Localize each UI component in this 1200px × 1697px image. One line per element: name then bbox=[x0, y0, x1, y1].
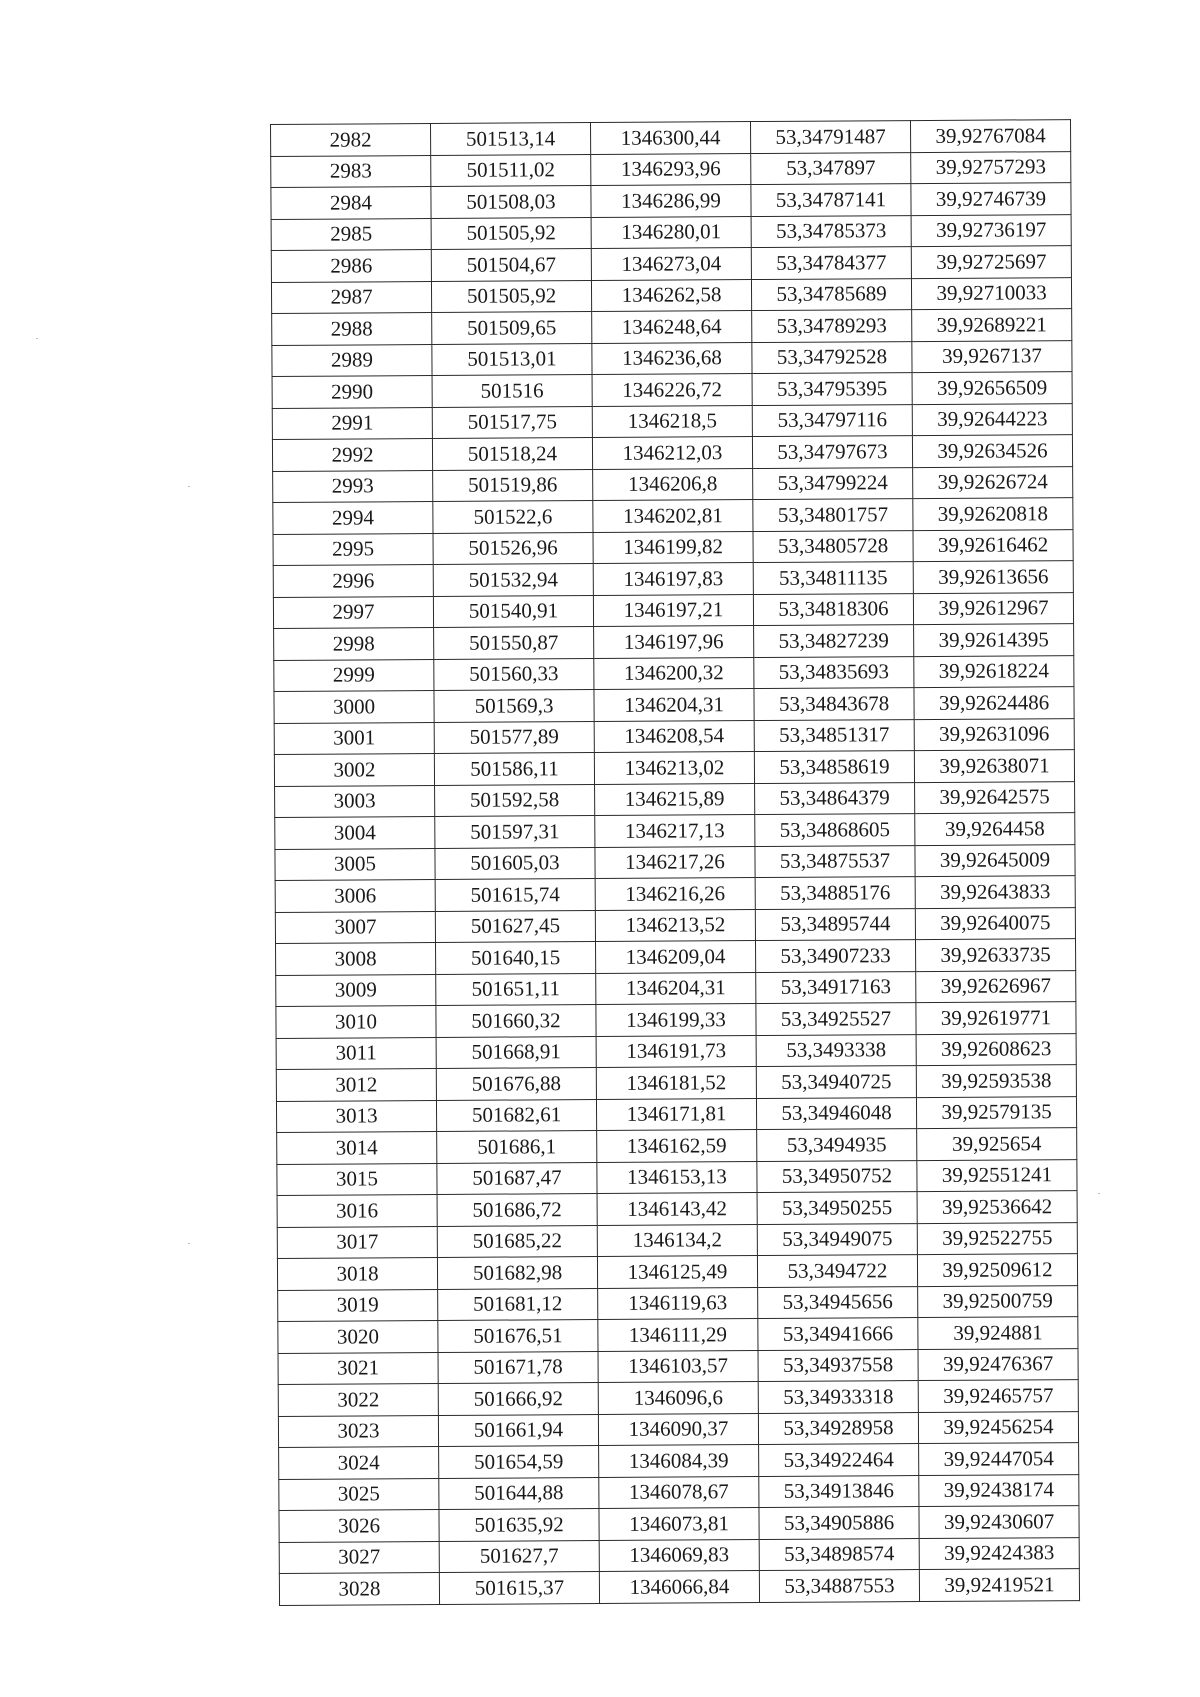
x-coordinate-cell: 501577,89 bbox=[434, 721, 594, 753]
y-coordinate-cell: 1346202,81 bbox=[593, 500, 753, 532]
point-number-cell: 3017 bbox=[277, 1226, 437, 1258]
x-coordinate-cell: 501569,3 bbox=[434, 690, 594, 722]
x-coordinate-cell: 501513,01 bbox=[432, 343, 592, 375]
latitude-cell: 53,34949075 bbox=[757, 1223, 917, 1255]
x-coordinate-cell: 501687,47 bbox=[437, 1162, 597, 1194]
point-number-cell: 3026 bbox=[279, 1509, 439, 1541]
table-row bbox=[271, 214, 1071, 250]
table-row bbox=[271, 151, 1071, 187]
table-row bbox=[273, 466, 1073, 502]
longitude-cell: 39,92631096 bbox=[914, 718, 1074, 750]
latitude-cell: 53,34941666 bbox=[758, 1318, 918, 1350]
x-coordinate-cell: 501605,03 bbox=[435, 847, 595, 879]
latitude-cell: 53,34950752 bbox=[757, 1160, 917, 1192]
longitude-cell: 39,92616462 bbox=[913, 529, 1073, 561]
x-coordinate-cell: 501661,94 bbox=[438, 1414, 598, 1446]
table-row bbox=[275, 781, 1075, 817]
y-coordinate-cell: 1346181,52 bbox=[596, 1067, 756, 1099]
point-number-cell: 2996 bbox=[273, 565, 433, 597]
table-row bbox=[275, 907, 1075, 943]
x-coordinate-cell: 501666,92 bbox=[438, 1383, 598, 1415]
scan-speck bbox=[36, 338, 38, 339]
latitude-cell: 53,34922464 bbox=[759, 1444, 919, 1476]
latitude-cell: 53,34946048 bbox=[756, 1097, 916, 1129]
y-coordinate-cell: 1346111,29 bbox=[598, 1319, 758, 1351]
latitude-cell: 53,34784377 bbox=[751, 247, 911, 279]
table-row bbox=[278, 1411, 1078, 1447]
point-number-cell: 2998 bbox=[274, 628, 434, 660]
latitude-cell: 53,34858619 bbox=[754, 751, 914, 783]
y-coordinate-cell: 1346213,02 bbox=[594, 752, 754, 784]
point-number-cell: 3023 bbox=[278, 1415, 438, 1447]
longitude-cell: 39,92626724 bbox=[913, 466, 1073, 498]
point-number-cell: 2984 bbox=[271, 187, 431, 219]
y-coordinate-cell: 1346226,72 bbox=[592, 374, 752, 406]
latitude-cell: 53,34789293 bbox=[752, 310, 912, 342]
point-number-cell: 2991 bbox=[272, 407, 432, 439]
x-coordinate-cell: 501508,03 bbox=[431, 186, 591, 218]
x-coordinate-cell: 501586,11 bbox=[434, 753, 594, 785]
table-row bbox=[271, 277, 1071, 313]
longitude-cell: 39,92465757 bbox=[918, 1380, 1078, 1412]
point-number-cell: 3022 bbox=[278, 1383, 438, 1415]
longitude-cell: 39,92614395 bbox=[914, 624, 1074, 656]
table-row bbox=[271, 120, 1071, 156]
longitude-cell: 39,92536642 bbox=[917, 1191, 1077, 1223]
longitude-cell: 39,92643833 bbox=[915, 876, 1075, 908]
x-coordinate-cell: 501509,65 bbox=[432, 312, 592, 344]
point-number-cell: 3006 bbox=[275, 880, 435, 912]
table-row bbox=[273, 561, 1073, 597]
y-coordinate-cell: 1346218,5 bbox=[592, 405, 752, 437]
longitude-cell: 39,92642575 bbox=[915, 781, 1075, 813]
longitude-cell: 39,92710033 bbox=[911, 277, 1071, 309]
table-row bbox=[277, 1128, 1077, 1164]
table-row bbox=[276, 1033, 1076, 1069]
table-row bbox=[276, 939, 1076, 975]
y-coordinate-cell: 1346206,8 bbox=[593, 468, 753, 500]
point-number-cell: 2999 bbox=[274, 659, 434, 691]
point-number-cell: 3019 bbox=[278, 1289, 438, 1321]
latitude-cell: 53,34875537 bbox=[755, 845, 915, 877]
x-coordinate-cell: 501504,67 bbox=[431, 249, 591, 281]
latitude-cell: 53,34945656 bbox=[758, 1286, 918, 1318]
point-number-cell: 3016 bbox=[277, 1194, 437, 1226]
longitude-cell: 39,92736197 bbox=[911, 214, 1071, 246]
x-coordinate-cell: 501686,72 bbox=[437, 1194, 597, 1226]
x-coordinate-cell: 501671,78 bbox=[438, 1351, 598, 1383]
latitude-cell: 53,34818306 bbox=[753, 593, 913, 625]
point-number-cell: 2983 bbox=[271, 155, 431, 187]
latitude-cell: 53,34887553 bbox=[759, 1570, 919, 1602]
table-row bbox=[279, 1569, 1079, 1605]
x-coordinate-cell: 501516 bbox=[432, 375, 592, 407]
table-row bbox=[274, 718, 1074, 754]
y-coordinate-cell: 1346293,96 bbox=[591, 153, 751, 185]
x-coordinate-cell: 501627,45 bbox=[435, 910, 595, 942]
x-coordinate-cell: 501519,86 bbox=[433, 469, 593, 501]
y-coordinate-cell: 1346066,84 bbox=[599, 1571, 759, 1603]
longitude-cell: 39,92613656 bbox=[913, 561, 1073, 593]
longitude-cell: 39,925654 bbox=[917, 1128, 1077, 1160]
y-coordinate-cell: 1346197,21 bbox=[593, 594, 753, 626]
table-row bbox=[272, 372, 1072, 408]
table-row bbox=[272, 403, 1072, 439]
latitude-cell: 53,34792528 bbox=[752, 341, 912, 373]
y-coordinate-cell: 1346204,31 bbox=[596, 972, 756, 1004]
y-coordinate-cell: 1346084,39 bbox=[599, 1445, 759, 1477]
table-row bbox=[272, 340, 1072, 376]
y-coordinate-cell: 1346300,44 bbox=[590, 122, 750, 154]
latitude-cell: 53,34827239 bbox=[754, 625, 914, 657]
longitude-cell: 39,92638071 bbox=[914, 750, 1074, 782]
latitude-cell: 53,3494722 bbox=[757, 1255, 917, 1287]
latitude-cell: 53,34835693 bbox=[754, 656, 914, 688]
latitude-cell: 53,34801757 bbox=[753, 499, 913, 531]
latitude-cell: 53,3494935 bbox=[757, 1129, 917, 1161]
y-coordinate-cell: 1346217,26 bbox=[595, 846, 755, 878]
longitude-cell: 39,92551241 bbox=[917, 1159, 1077, 1191]
x-coordinate-cell: 501511,02 bbox=[431, 154, 591, 186]
point-number-cell: 3002 bbox=[274, 754, 434, 786]
table-row bbox=[274, 687, 1074, 723]
scan-speck bbox=[188, 1243, 190, 1244]
scan-speck bbox=[1098, 1193, 1100, 1194]
longitude-cell: 39,9264458 bbox=[915, 813, 1075, 845]
latitude-cell: 53,34913846 bbox=[759, 1475, 919, 1507]
x-coordinate-cell: 501522,6 bbox=[433, 501, 593, 533]
point-number-cell: 3013 bbox=[276, 1100, 436, 1132]
y-coordinate-cell: 1346197,83 bbox=[593, 563, 753, 595]
x-coordinate-cell: 501526,96 bbox=[433, 532, 593, 564]
latitude-cell: 53,34797116 bbox=[752, 404, 912, 436]
table-row bbox=[274, 750, 1074, 786]
x-coordinate-cell: 501651,11 bbox=[436, 973, 596, 1005]
latitude-cell: 53,34895744 bbox=[755, 908, 915, 940]
x-coordinate-cell: 501676,51 bbox=[438, 1320, 598, 1352]
latitude-cell: 53,34791487 bbox=[750, 121, 910, 153]
y-coordinate-cell: 1346262,58 bbox=[591, 279, 751, 311]
latitude-cell: 53,34851317 bbox=[754, 719, 914, 751]
x-coordinate-cell: 501540,91 bbox=[433, 595, 593, 627]
x-coordinate-cell: 501518,24 bbox=[432, 438, 592, 470]
y-coordinate-cell: 1346286,99 bbox=[591, 185, 751, 217]
point-number-cell: 3005 bbox=[275, 848, 435, 880]
table-row bbox=[276, 970, 1076, 1006]
y-coordinate-cell: 1346073,81 bbox=[599, 1508, 759, 1540]
longitude-cell: 39,92618224 bbox=[914, 655, 1074, 687]
table-row bbox=[275, 844, 1075, 880]
point-number-cell: 3012 bbox=[276, 1069, 436, 1101]
longitude-cell: 39,92522755 bbox=[917, 1222, 1077, 1254]
point-number-cell: 2986 bbox=[271, 250, 431, 282]
point-number-cell: 3015 bbox=[277, 1163, 437, 1195]
point-number-cell: 2994 bbox=[273, 502, 433, 534]
latitude-cell: 53,34928958 bbox=[758, 1412, 918, 1444]
y-coordinate-cell: 1346208,54 bbox=[594, 720, 754, 752]
latitude-cell: 53,34868605 bbox=[755, 814, 915, 846]
table-row bbox=[272, 435, 1072, 471]
longitude-cell: 39,92689221 bbox=[912, 309, 1072, 341]
longitude-cell: 39,92645009 bbox=[915, 844, 1075, 876]
x-coordinate-cell: 501635,92 bbox=[439, 1509, 599, 1541]
point-number-cell: 3024 bbox=[279, 1446, 439, 1478]
longitude-cell: 39,92447054 bbox=[919, 1443, 1079, 1475]
point-number-cell: 2990 bbox=[272, 376, 432, 408]
x-coordinate-cell: 501513,14 bbox=[431, 123, 591, 155]
y-coordinate-cell: 1346199,33 bbox=[596, 1004, 756, 1036]
table-row bbox=[279, 1506, 1079, 1542]
y-coordinate-cell: 1346096,6 bbox=[598, 1382, 758, 1414]
table-row bbox=[278, 1380, 1078, 1416]
point-number-cell: 3009 bbox=[276, 974, 436, 1006]
latitude-cell: 53,34843678 bbox=[754, 688, 914, 720]
x-coordinate-cell: 501654,59 bbox=[439, 1446, 599, 1478]
longitude-cell: 39,92456254 bbox=[918, 1411, 1078, 1443]
y-coordinate-cell: 1346273,04 bbox=[591, 248, 751, 280]
longitude-cell: 39,92644223 bbox=[912, 403, 1072, 435]
point-number-cell: 3001 bbox=[274, 722, 434, 754]
y-coordinate-cell: 1346143,42 bbox=[597, 1193, 757, 1225]
x-coordinate-cell: 501681,12 bbox=[438, 1288, 598, 1320]
x-coordinate-cell: 501682,61 bbox=[436, 1099, 596, 1131]
y-coordinate-cell: 1346212,03 bbox=[592, 437, 752, 469]
x-coordinate-cell: 501660,32 bbox=[436, 1005, 596, 1037]
table-row bbox=[274, 624, 1074, 660]
y-coordinate-cell: 1346125,49 bbox=[597, 1256, 757, 1288]
longitude-cell: 39,92593538 bbox=[916, 1065, 1076, 1097]
point-number-cell: 3028 bbox=[279, 1572, 439, 1604]
y-coordinate-cell: 1346216,26 bbox=[595, 878, 755, 910]
table-row bbox=[279, 1474, 1079, 1510]
latitude-cell: 53,34785689 bbox=[751, 278, 911, 310]
point-number-cell: 2988 bbox=[272, 313, 432, 345]
x-coordinate-cell: 501668,91 bbox=[436, 1036, 596, 1068]
x-coordinate-cell: 501676,88 bbox=[436, 1068, 596, 1100]
x-coordinate-cell: 501505,92 bbox=[431, 217, 591, 249]
table-row bbox=[277, 1191, 1077, 1227]
y-coordinate-cell: 1346103,57 bbox=[598, 1350, 758, 1382]
longitude-cell: 39,924881 bbox=[918, 1317, 1078, 1349]
table-row bbox=[276, 1096, 1076, 1132]
x-coordinate-cell: 501615,74 bbox=[435, 879, 595, 911]
latitude-cell: 53,34864379 bbox=[755, 782, 915, 814]
longitude-cell: 39,92656509 bbox=[912, 372, 1072, 404]
y-coordinate-cell: 1346069,83 bbox=[599, 1539, 759, 1571]
longitude-cell: 39,92634526 bbox=[912, 435, 1072, 467]
y-coordinate-cell: 1346209,04 bbox=[596, 941, 756, 973]
table-row bbox=[277, 1254, 1077, 1290]
y-coordinate-cell: 1346134,2 bbox=[597, 1224, 757, 1256]
table-row bbox=[278, 1348, 1078, 1384]
table-row bbox=[275, 876, 1075, 912]
point-number-cell: 2985 bbox=[271, 218, 431, 250]
longitude-cell: 39,92640075 bbox=[915, 907, 1075, 939]
point-number-cell: 2987 bbox=[271, 281, 431, 313]
latitude-cell: 53,34937558 bbox=[758, 1349, 918, 1381]
y-coordinate-cell: 1346217,13 bbox=[595, 815, 755, 847]
latitude-cell: 53,34799224 bbox=[753, 467, 913, 499]
point-number-cell: 3018 bbox=[277, 1257, 437, 1289]
point-number-cell: 3014 bbox=[277, 1132, 437, 1164]
table-row bbox=[274, 655, 1074, 691]
x-coordinate-cell: 501682,98 bbox=[437, 1257, 597, 1289]
coordinates-table bbox=[270, 119, 1080, 1605]
longitude-cell: 39,92767084 bbox=[910, 120, 1070, 152]
table-row bbox=[278, 1317, 1078, 1353]
y-coordinate-cell: 1346280,01 bbox=[591, 216, 751, 248]
table-row bbox=[271, 246, 1071, 282]
x-coordinate-cell: 501592,58 bbox=[435, 784, 595, 816]
point-number-cell: 2992 bbox=[272, 439, 432, 471]
y-coordinate-cell: 1346171,81 bbox=[596, 1098, 756, 1130]
longitude-cell: 39,92424383 bbox=[919, 1537, 1079, 1569]
point-number-cell: 3008 bbox=[276, 943, 436, 975]
x-coordinate-cell: 501550,87 bbox=[434, 627, 594, 659]
longitude-cell: 39,92438174 bbox=[919, 1474, 1079, 1506]
x-coordinate-cell: 501615,37 bbox=[439, 1572, 599, 1604]
point-number-cell: 3000 bbox=[274, 691, 434, 723]
x-coordinate-cell: 501597,31 bbox=[435, 816, 595, 848]
longitude-cell: 39,92725697 bbox=[911, 246, 1071, 278]
x-coordinate-cell: 501685,22 bbox=[437, 1225, 597, 1257]
point-number-cell: 3021 bbox=[278, 1352, 438, 1384]
table-row bbox=[277, 1222, 1077, 1258]
x-coordinate-cell: 501532,94 bbox=[433, 564, 593, 596]
y-coordinate-cell: 1346204,31 bbox=[594, 689, 754, 721]
longitude-cell: 39,92746739 bbox=[911, 183, 1071, 215]
longitude-cell: 39,92757293 bbox=[911, 151, 1071, 183]
latitude-cell: 53,347897 bbox=[751, 152, 911, 184]
point-number-cell: 3011 bbox=[276, 1037, 436, 1069]
scan-speck bbox=[188, 486, 190, 487]
latitude-cell: 53,34933318 bbox=[758, 1381, 918, 1413]
latitude-cell: 53,34898574 bbox=[759, 1538, 919, 1570]
table-row bbox=[275, 813, 1075, 849]
y-coordinate-cell: 1346078,67 bbox=[599, 1476, 759, 1508]
x-coordinate-cell: 501517,75 bbox=[432, 406, 592, 438]
point-number-cell: 3007 bbox=[275, 911, 435, 943]
point-number-cell: 2995 bbox=[273, 533, 433, 565]
table-row bbox=[279, 1443, 1079, 1479]
latitude-cell: 53,34917163 bbox=[756, 971, 916, 1003]
latitude-cell: 53,34950255 bbox=[757, 1192, 917, 1224]
point-number-cell: 3010 bbox=[276, 1006, 436, 1038]
latitude-cell: 53,3493338 bbox=[756, 1034, 916, 1066]
longitude-cell: 39,92476367 bbox=[918, 1348, 1078, 1380]
longitude-cell: 39,92579135 bbox=[916, 1096, 1076, 1128]
y-coordinate-cell: 1346213,52 bbox=[595, 909, 755, 941]
y-coordinate-cell: 1346199,82 bbox=[593, 531, 753, 563]
latitude-cell: 53,34905886 bbox=[759, 1507, 919, 1539]
x-coordinate-cell: 501505,92 bbox=[431, 280, 591, 312]
point-number-cell: 3025 bbox=[279, 1478, 439, 1510]
y-coordinate-cell: 1346248,64 bbox=[592, 311, 752, 343]
point-number-cell: 3004 bbox=[275, 817, 435, 849]
table-row bbox=[279, 1537, 1079, 1573]
longitude-cell: 39,92620818 bbox=[913, 498, 1073, 530]
point-number-cell: 3020 bbox=[278, 1320, 438, 1352]
point-number-cell: 2997 bbox=[273, 596, 433, 628]
table-row bbox=[272, 309, 1072, 345]
table-row bbox=[273, 498, 1073, 534]
point-number-cell: 2982 bbox=[271, 124, 431, 156]
x-coordinate-cell: 501640,15 bbox=[436, 942, 596, 974]
table-row bbox=[277, 1159, 1077, 1195]
latitude-cell: 53,34787141 bbox=[751, 184, 911, 216]
coordinates-table-body bbox=[271, 120, 1080, 1605]
longitude-cell: 39,92612967 bbox=[913, 592, 1073, 624]
latitude-cell: 53,34885176 bbox=[755, 877, 915, 909]
point-number-cell: 2993 bbox=[273, 470, 433, 502]
latitude-cell: 53,34811135 bbox=[753, 562, 913, 594]
table-row bbox=[278, 1285, 1078, 1321]
longitude-cell: 39,9267137 bbox=[912, 340, 1072, 372]
latitude-cell: 53,34925527 bbox=[756, 1003, 916, 1035]
latitude-cell: 53,34805728 bbox=[753, 530, 913, 562]
latitude-cell: 53,34785373 bbox=[751, 215, 911, 247]
y-coordinate-cell: 1346090,37 bbox=[598, 1413, 758, 1445]
longitude-cell: 39,92500759 bbox=[918, 1285, 1078, 1317]
longitude-cell: 39,92608623 bbox=[916, 1033, 1076, 1065]
table-row bbox=[276, 1065, 1076, 1101]
x-coordinate-cell: 501644,88 bbox=[439, 1477, 599, 1509]
y-coordinate-cell: 1346197,96 bbox=[594, 626, 754, 658]
latitude-cell: 53,34797673 bbox=[752, 436, 912, 468]
x-coordinate-cell: 501560,33 bbox=[434, 658, 594, 690]
table-row bbox=[276, 1002, 1076, 1038]
y-coordinate-cell: 1346119,63 bbox=[598, 1287, 758, 1319]
y-coordinate-cell: 1346215,89 bbox=[595, 783, 755, 815]
x-coordinate-cell: 501627,7 bbox=[439, 1540, 599, 1572]
longitude-cell: 39,92509612 bbox=[917, 1254, 1077, 1286]
y-coordinate-cell: 1346153,13 bbox=[597, 1161, 757, 1193]
y-coordinate-cell: 1346200,32 bbox=[594, 657, 754, 689]
table-row bbox=[273, 592, 1073, 628]
latitude-cell: 53,34940725 bbox=[756, 1066, 916, 1098]
table-row bbox=[273, 529, 1073, 565]
longitude-cell: 39,92430607 bbox=[919, 1506, 1079, 1538]
longitude-cell: 39,92419521 bbox=[919, 1569, 1079, 1601]
y-coordinate-cell: 1346236,68 bbox=[592, 342, 752, 374]
longitude-cell: 39,92633735 bbox=[915, 939, 1075, 971]
longitude-cell: 39,92619771 bbox=[916, 1002, 1076, 1034]
y-coordinate-cell: 1346191,73 bbox=[596, 1035, 756, 1067]
latitude-cell: 53,34907233 bbox=[755, 940, 915, 972]
point-number-cell: 3003 bbox=[275, 785, 435, 817]
table-row bbox=[271, 183, 1071, 219]
longitude-cell: 39,92626967 bbox=[916, 970, 1076, 1002]
point-number-cell: 2989 bbox=[272, 344, 432, 376]
latitude-cell: 53,34795395 bbox=[752, 373, 912, 405]
longitude-cell: 39,92624486 bbox=[914, 687, 1074, 719]
point-number-cell: 3027 bbox=[279, 1541, 439, 1573]
y-coordinate-cell: 1346162,59 bbox=[597, 1130, 757, 1162]
x-coordinate-cell: 501686,1 bbox=[437, 1131, 597, 1163]
